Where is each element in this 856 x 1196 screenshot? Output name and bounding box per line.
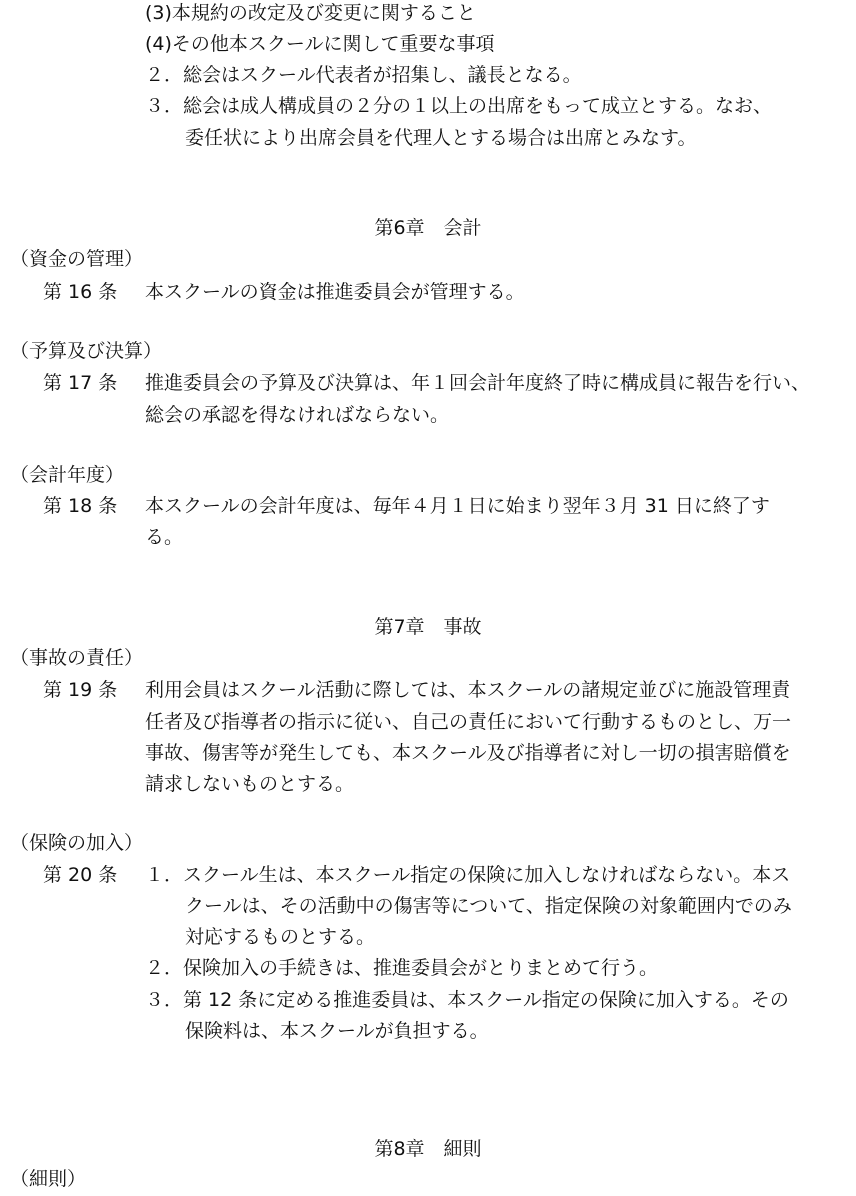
article-19-number: 第 19 条 — [43, 679, 118, 701]
article-20-p1-line: １．スクール生は、本スクール指定の保険に加入しなければならない。本ス — [145, 864, 791, 886]
article-18-line: る。 — [145, 526, 184, 548]
article-19-line: 請求しないものとする。 — [145, 773, 355, 795]
article-16-heading: （資金の管理） — [10, 248, 144, 270]
article-20-heading: （保険の加入） — [10, 832, 144, 854]
article-20-p1-line: クールは、その活動中の傷害等について、指定保険の対象範囲内でのみ — [185, 895, 792, 917]
article-18-line: 本スクールの会計年度は、毎年４月１日に始まり翌年３月 31 日に終了す — [145, 495, 770, 517]
paragraph-3-line1: ３．総会は成人構成員の２分の１以上の出席をもって成立とする。なお、 — [145, 95, 773, 117]
paragraph-3-line2: 委任状により出席会員を代理人とする場合は出席とみなす。 — [185, 127, 697, 149]
chapter-8-title: 第8章 細則 — [374, 1138, 482, 1160]
paragraph-2: ２．総会はスクール代表者が招集し、議長となる。 — [145, 64, 582, 86]
article-20-p3-line: ３．第 12 条に定める推進委員は、本スクール指定の保険に加入する。その — [145, 989, 789, 1011]
article-19-line: 利用会員はスクール活動に際しては、本スクールの諸規定並びに施設管理責 — [145, 679, 791, 701]
article-20-p2-line: ２．保険加入の手続きは、推進委員会がとりまとめて行う。 — [145, 957, 659, 979]
article-19-line: 事故、傷害等が発生しても、本スクール及び指導者に対し一切の損害賠償を — [145, 742, 791, 764]
article-17-line: 総会の承認を得なければならない。 — [145, 404, 450, 426]
chapter-6-title: 第6章 会計 — [374, 217, 482, 239]
article-20-p1-line: 対応するものとする。 — [185, 926, 376, 948]
article-17-number: 第 17 条 — [43, 372, 118, 394]
article-17-heading: （予算及び決算） — [10, 340, 163, 362]
article-20-number: 第 20 条 — [43, 864, 118, 886]
article-16-number: 第 16 条 — [43, 281, 118, 303]
article-16-line: 本スクールの資金は推進委員会が管理する。 — [145, 281, 525, 303]
article-17-line: 推進委員会の予算及び決算は、年１回会計年度終了時に構成員に報告を行い、 — [145, 372, 811, 394]
article-20-p3-line: 保険料は、本スクールが負担する。 — [185, 1020, 489, 1042]
article-19-heading: （事故の責任） — [10, 647, 144, 669]
article-19-line: 任者及び指導者の指示に従い、自己の責任において行動するものとし、万一 — [145, 711, 792, 733]
chapter-7-title: 第7章 事故 — [374, 616, 482, 638]
article-18-heading: （会計年度） — [10, 464, 125, 486]
article-18-number: 第 18 条 — [43, 495, 118, 517]
list-item-4: (4)その他本スクールに関して重要な事項 — [145, 33, 495, 55]
chapter-8-heading: （細則） — [10, 1168, 87, 1190]
list-item-3: (3)本規約の改定及び変更に関すること — [145, 2, 476, 24]
